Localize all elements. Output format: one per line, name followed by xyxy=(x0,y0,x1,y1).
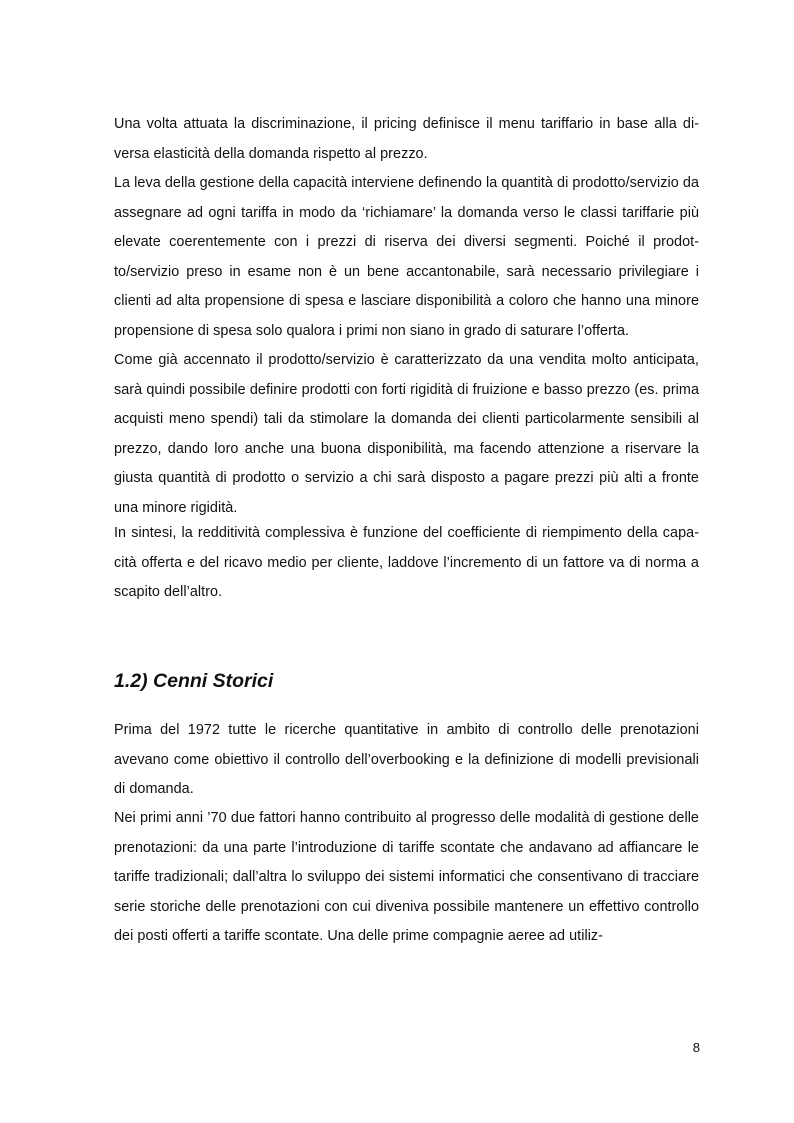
section-heading: 1.2) Cenni Storici xyxy=(114,670,274,692)
paragraph-summary: In sintesi, la redditività complessiva è funzione del coefficiente di riempimento della capacità offerta e del ricavo medio per cliente, laddove l’incremento di un fattore va di norma a scapito dell’altro. xyxy=(114,525,699,601)
paragraph-advance-sales: Come già accennato il prodotto/servizio è caratterizzato da una vendita molto anticipata, sarà quindi possibile definire prodotti con forti rigidità di fruizione e basso prezzo (es. prima acquisti meno spendi) tali da stimolare la domanda dei clienti particolarmente sensibili al prezzo, dando loro anche una buona disponibilità, ma facendo attenzione a riservare la giusta quantità di prodotto o servizio a chi sarà disposto a pagare prezzi più alti a fronte una minore rigidità. xyxy=(114,352,699,516)
paragraph-capacity-management: La leva della gestione della capacità interviene definendo la quantità di prodotto/servizio da assegnare ad ogni tariffa in modo da ‘richiamare’ la domanda verso le classi tariffarie più elevate coerentemente con i prezzi di riserva dei diversi segmenti. Poiché il prodotto/servizio preso in esame non è un bene accantonabile, sarà necessario privilegiare i clienti ad alta propensione di spesa e lasciare disponibilità a coloro che hanno una minore propensione di spesa solo qualora i primi non siano in grado di saturare l’offerta. xyxy=(114,175,699,339)
paragraph-before-1972: Prima del 1972 tutte le ricerche quantitative in ambito di controllo delle prenotazioni avevano come obiettivo il controllo dell’overbooking e la definizione di modelli previsionali di domanda. xyxy=(114,722,699,798)
paragraph-pricing: Una volta attuata la discriminazione, il pricing definisce il menu tariffario in base alla diversa elasticità della domanda rispetto al prezzo. xyxy=(114,116,699,162)
paragraph-early-70s: Nei primi anni ’70 due fattori hanno contribuito al progresso delle modalità di gestione delle prenotazioni: da una parte l’introduzione di tariffe scontate che andavano ad affiancare le tariffe tradizionali; dall’altra lo sviluppo dei sistemi informatici che consentivano di tracciare serie storiche delle prenotazioni con cui diveniva possibile mantenere un effettivo controllo dei posti offerti a tariffe scontate. Una delle prime compagnie aeree ad utiliz- xyxy=(114,810,699,945)
page-number: 8 xyxy=(692,1040,700,1055)
